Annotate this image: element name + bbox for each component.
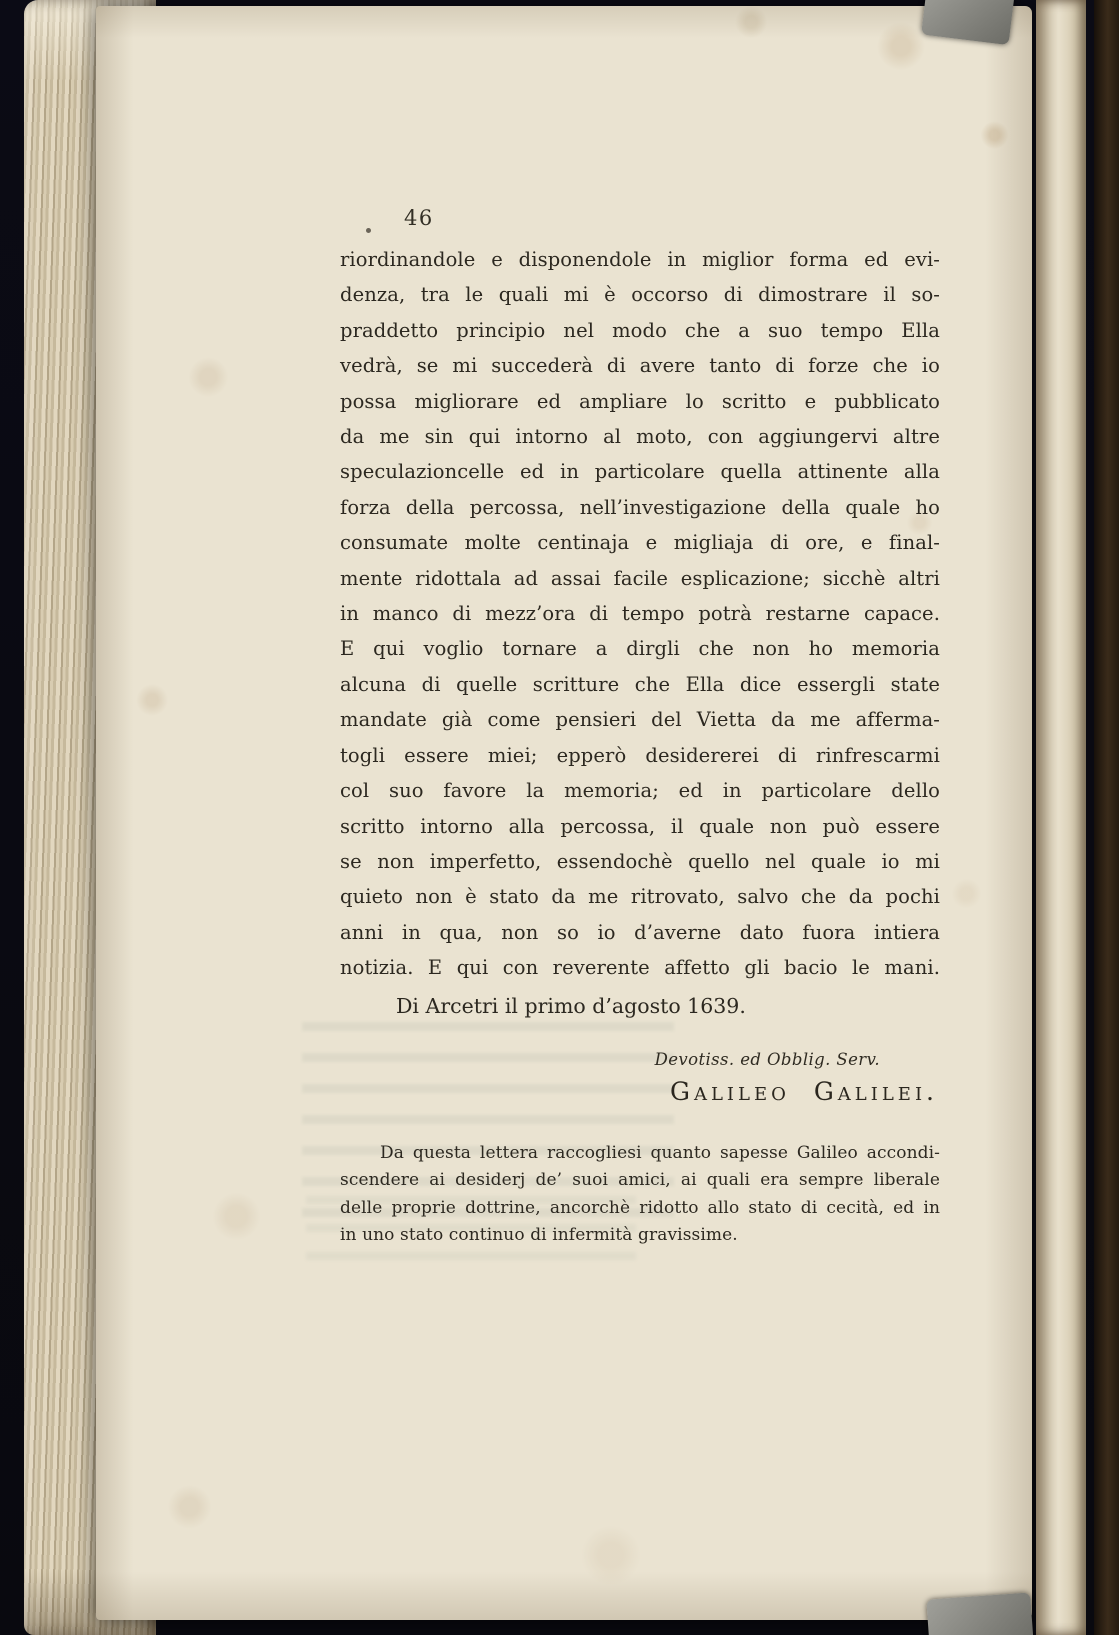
- footnote-line: scendere ai desiderj de’ suoi amici, ai quali era sempre liberale: [340, 1170, 940, 1191]
- text-line: notizia. E qui con reverente affetto gli bacio le mani.: [340, 956, 940, 980]
- text-line: togli essere miei; epperò desidererei di rinfrescarmi: [340, 743, 940, 767]
- text-line: alcuna di quelle scritture che Ella dice essergli state: [340, 672, 940, 696]
- footnote-line: delle proprie dottrine, ancorchè ridotto allo stato di cecità, ed in: [340, 1197, 940, 1218]
- footnote-line: Da questa lettera raccogliesi quanto sapesse Galileo accondi-: [380, 1142, 940, 1163]
- text-line: praddetto principio nel modo che a suo tempo Ella: [340, 318, 940, 342]
- letter-text: [340, 242, 940, 1250]
- footnote-line: in uno stato continuo di infermità gravissime.: [340, 1225, 738, 1246]
- book-page: [96, 6, 1032, 1620]
- text-line: possa migliorare ed ampliare lo scritto e pubblicato: [340, 389, 940, 413]
- text-line: se non imperfetto, essendochè quello nel quale io mi: [340, 849, 940, 873]
- footnote: [340, 1140, 940, 1250]
- text-line: da me sin qui intorno al moto, con aggiungervi altre: [340, 425, 940, 449]
- book-binding: [1094, 0, 1119, 1635]
- text-line: col suo favore la memoria; ed in particolare dello: [340, 779, 940, 803]
- adjacent-page-edge: [1036, 0, 1086, 1635]
- text-line: speculazioncelle ed in particolare quella attinente alla: [340, 460, 940, 484]
- text-line: mandate già come pensieri del Vietta da me afferma-: [340, 708, 940, 732]
- dateline: Di Arcetri il primo d’agosto 1639.: [396, 993, 746, 1018]
- text-line: consumate molte centinaja e migliaja di ore, e final-: [340, 531, 940, 555]
- text-line: vedrà, se mi succederà di avere tanto di forze che io: [340, 354, 940, 378]
- board-corner-bottom: [926, 1592, 1033, 1635]
- salutation: Devotiss. ed Obblig. Serv.: [654, 1049, 880, 1069]
- text-line: anni in qua, non so io d’averne dato fuora intiera: [340, 920, 940, 944]
- text-line: scritto intorno alla percossa, il quale non può essere: [340, 814, 940, 838]
- text-line: denza, tra le quali mi è occorso di dimostrare il so-: [340, 283, 940, 307]
- text-line: E qui voglio tornare a dirgli che non ho memoria: [340, 637, 940, 661]
- text-line: forza della percossa, nell’investigazione della quale ho: [340, 495, 940, 519]
- text-line: mente ridottala ad assai facile esplicazione; sicchè altri: [340, 566, 940, 590]
- text-line: riordinandole e disponendole in miglior forma ed evi-: [340, 248, 940, 271]
- ink-speck: [366, 228, 371, 233]
- page-number: 46: [404, 206, 434, 230]
- text-line: in manco di mezz’ora di tempo potrà restarne capace.: [340, 602, 940, 626]
- signature: Galileo Galilei.: [669, 1076, 938, 1106]
- text-line: quieto non è stato da me ritrovato, salvo che da pochi: [340, 885, 940, 909]
